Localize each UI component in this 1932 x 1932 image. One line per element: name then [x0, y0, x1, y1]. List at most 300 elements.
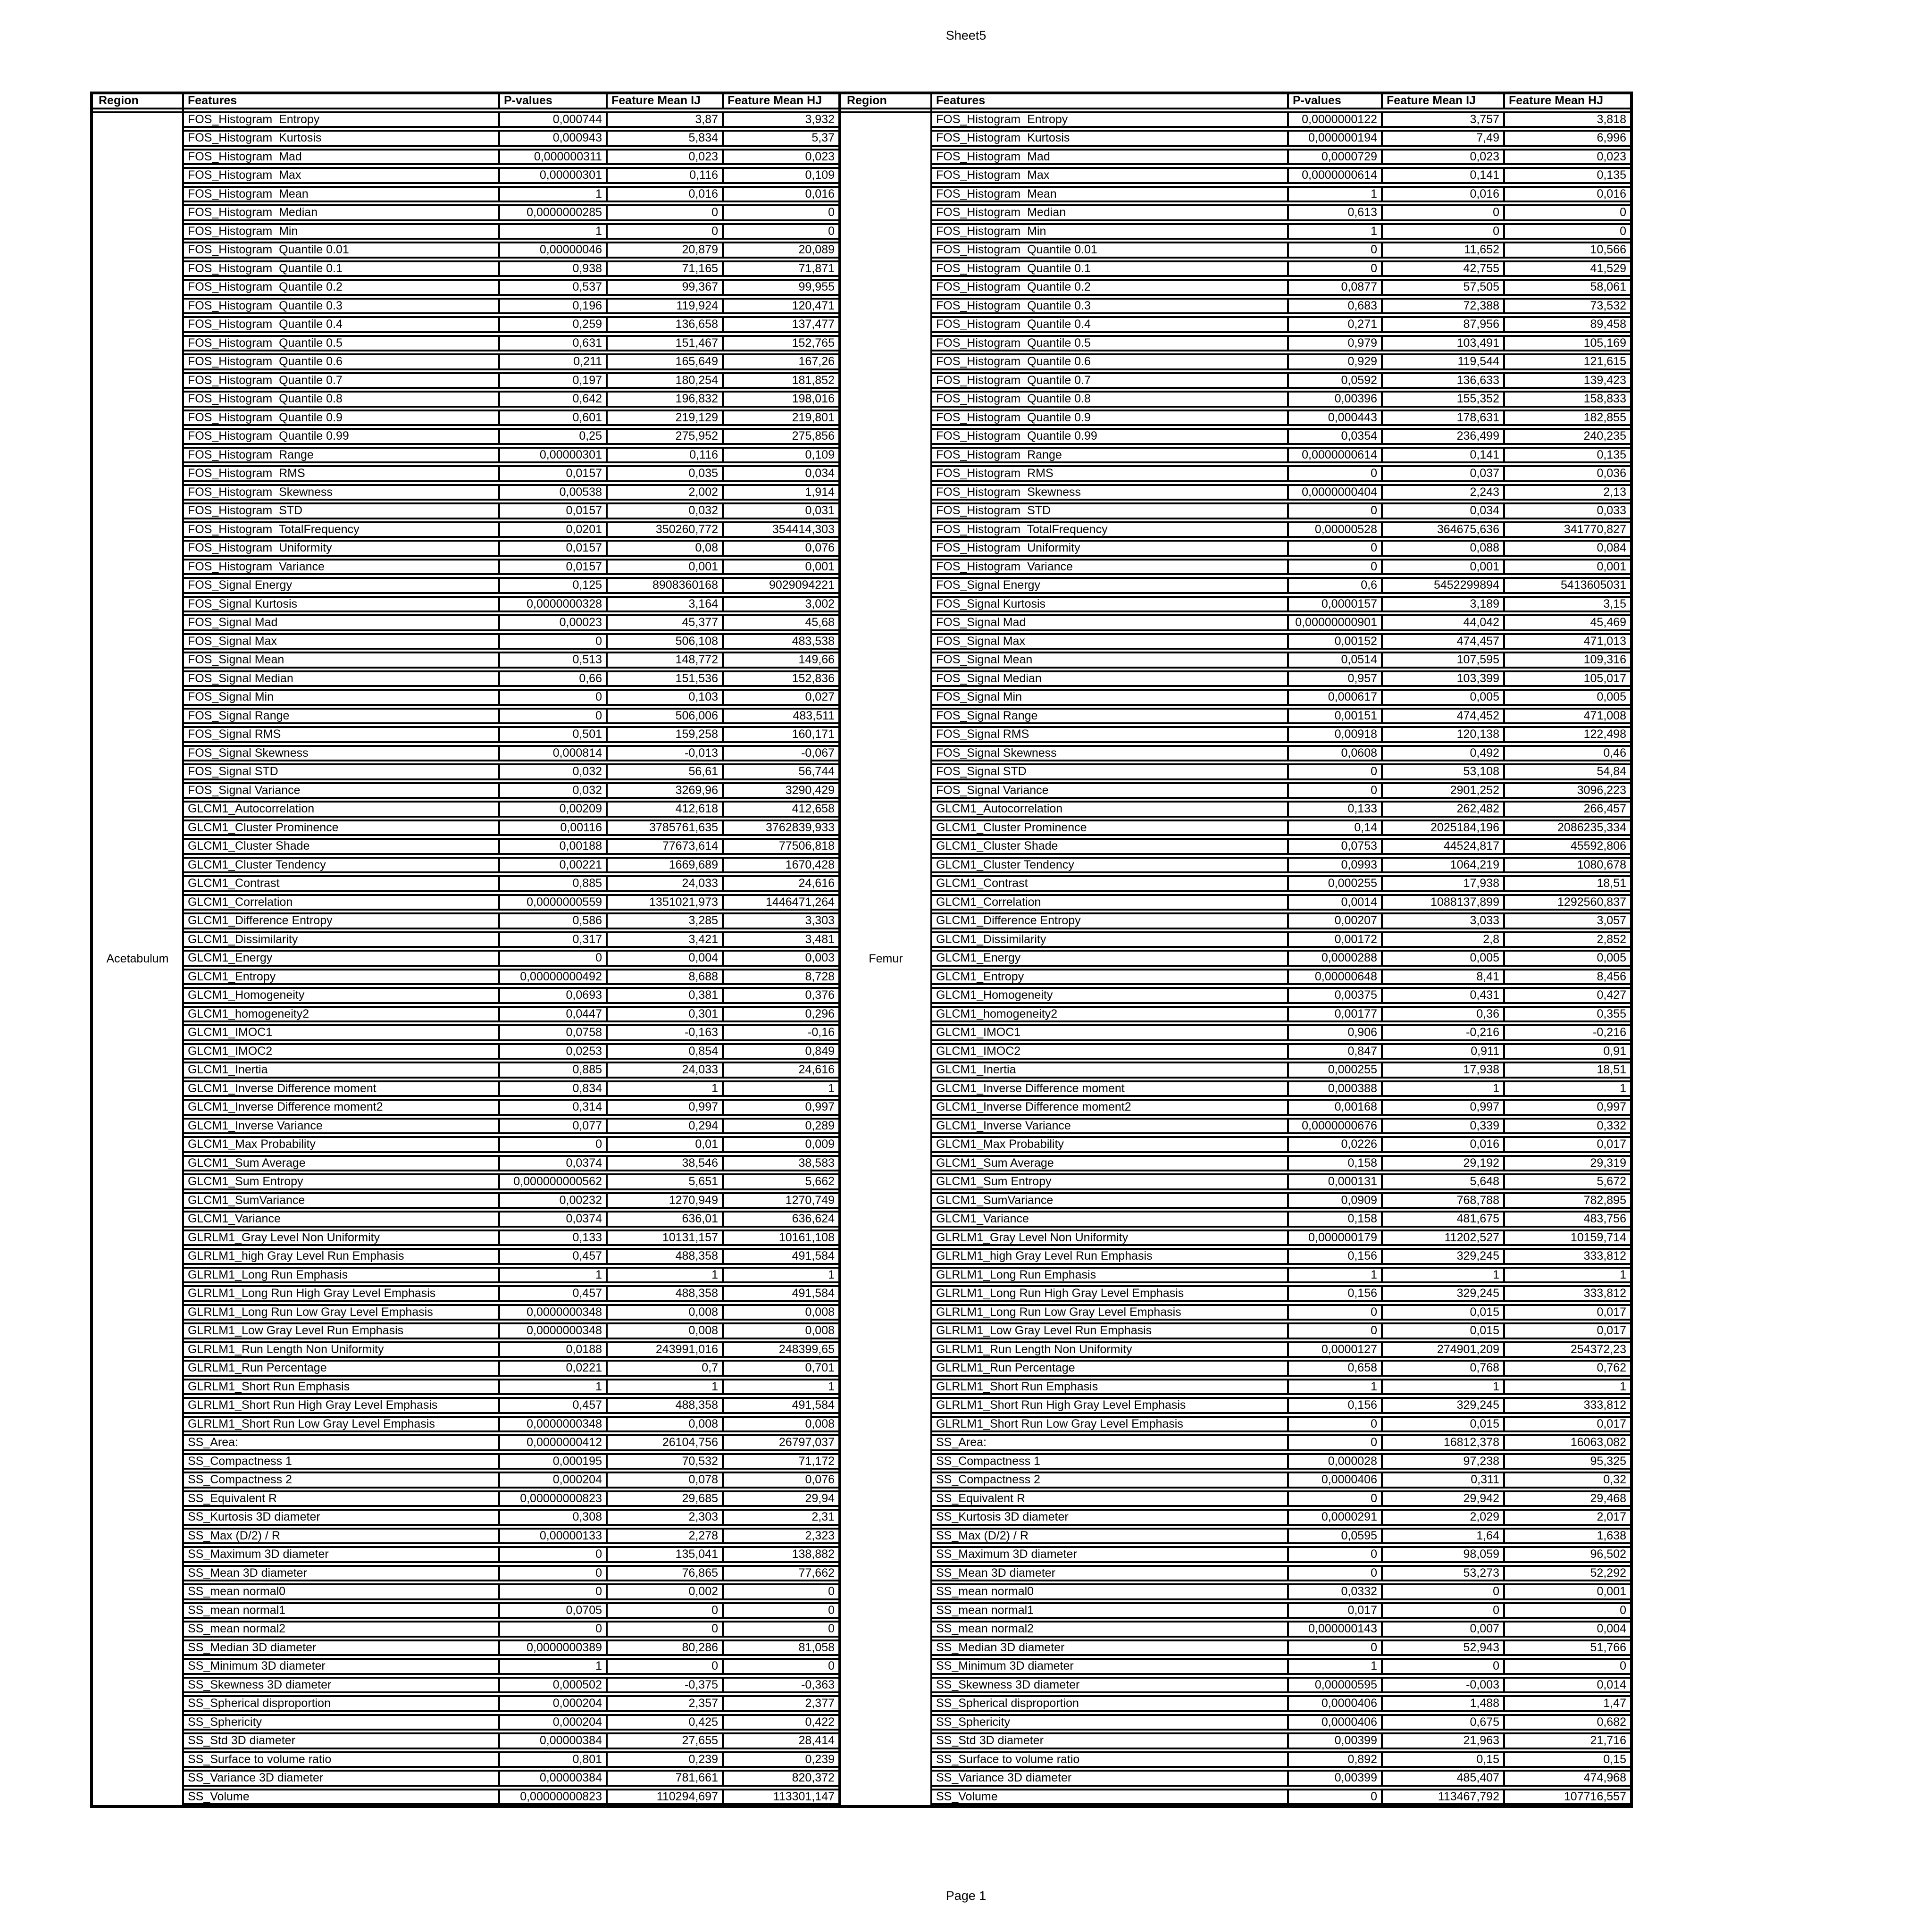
feature-mean-ij-cell: 488,358 — [608, 1287, 724, 1300]
p-value-cell: 0,00000046 — [500, 243, 608, 257]
table-row — [932, 1248, 1630, 1265]
feature-mean-hj-cell: 20,089 — [798, 243, 835, 256]
p-value-cell: 0,271 — [1289, 318, 1383, 331]
feature-mean-ij-cell: 0,339 — [1383, 1120, 1505, 1133]
table-row — [184, 428, 838, 445]
feature-mean-ij-cell: 0,015 — [1383, 1418, 1505, 1431]
feature-mean-ij-cell: 2,278 — [608, 1530, 724, 1543]
feature-mean-hj-cell: 105,017 — [1583, 672, 1626, 685]
table-row — [932, 428, 1630, 445]
p-value-cell: 0,158 — [1289, 1157, 1383, 1170]
feature-mean-hj-cell: 1 — [828, 1082, 835, 1095]
p-value-cell: 0,834 — [500, 1082, 608, 1096]
table-row — [184, 912, 838, 929]
p-value-cell: 0,0201 — [500, 523, 608, 536]
feature-mean-hj-cell: 95,325 — [1590, 1455, 1626, 1468]
feature-mean-ij-cell: 3,189 — [1383, 598, 1505, 611]
feature-mean-ij-cell: 17,938 — [1383, 877, 1505, 890]
p-value-cell: 1 — [500, 225, 608, 238]
table-row — [184, 1528, 838, 1545]
feature-name-cell: FOS_Histogram Quantile 0.9 — [184, 411, 500, 425]
feature-mean-ij-cell: 107,595 — [1383, 653, 1505, 667]
feature-mean-ij-cell: 155,352 — [1383, 393, 1505, 406]
feature-mean-ij-cell: 1 — [1383, 1082, 1505, 1096]
feature-name-cell: FOS_Histogram Mean — [932, 188, 1289, 201]
p-value-cell: 0,00209 — [500, 803, 608, 816]
table-row — [932, 950, 1630, 967]
feature-mean-ij-cell: 77673,614 — [608, 840, 724, 853]
table-row — [932, 1304, 1630, 1321]
table-row — [184, 260, 838, 277]
table-row — [932, 670, 1630, 687]
p-value-cell: 0,00375 — [1289, 989, 1383, 1002]
feature-mean-ij-cell: 151,536 — [608, 672, 724, 686]
feature-mean-ij-cell: 0,116 — [608, 449, 724, 462]
feature-mean-ij-cell: 0,001 — [608, 560, 724, 574]
table-row — [932, 353, 1630, 370]
table-row — [932, 167, 1630, 184]
feature-mean-hj-cell: 254372,23 — [1570, 1343, 1626, 1356]
table-row — [184, 353, 838, 370]
feature-mean-ij-cell: 781,661 — [608, 1772, 724, 1785]
feature-mean-hj-cell: 333,812 — [1583, 1399, 1626, 1412]
p-value-cell: 0,501 — [500, 728, 608, 741]
feature-name-cell: GLCM1_Correlation — [184, 896, 500, 909]
feature-mean-ij-cell: 21,963 — [1383, 1734, 1505, 1748]
feature-name-cell: GLRLM1_Short Run Emphasis — [932, 1380, 1289, 1394]
feature-name-cell: GLRLM1_Low Gray Level Run Emphasis — [184, 1324, 500, 1338]
feature-mean-hj-cell: 1270,749 — [785, 1194, 835, 1207]
feature-name-cell: GLCM1_Max Probability — [932, 1138, 1289, 1151]
feature-mean-hj-cell: 182,855 — [1583, 411, 1626, 424]
p-value-cell: 0,0000000404 — [1289, 486, 1383, 499]
feature-mean-hj-cell: 0,017 — [1597, 1305, 1626, 1319]
feature-mean-hj-cell: 474,968 — [1583, 1772, 1626, 1784]
feature-name-cell: GLCM1_Sum Entropy — [184, 1175, 500, 1188]
p-value-cell: 0 — [1289, 1324, 1383, 1338]
feature-mean-hj-cell: 10159,714 — [1570, 1231, 1626, 1244]
feature-mean-hj-cell: 0 — [1620, 1660, 1626, 1673]
feature-mean-hj-cell: 29,468 — [1590, 1492, 1626, 1505]
feature-name-cell: FOS_Histogram Max — [932, 169, 1289, 182]
p-value-cell: 0,0000729 — [1289, 151, 1383, 164]
feature-mean-ij-cell: 262,482 — [1383, 803, 1505, 816]
p-value-cell: 0,00168 — [1289, 1101, 1383, 1114]
table-row — [932, 1192, 1630, 1209]
p-value-cell: 0,133 — [500, 1231, 608, 1245]
table-row — [932, 1155, 1630, 1172]
table-row — [932, 130, 1630, 147]
table-row — [932, 987, 1630, 1004]
feature-mean-hj-cell: 152,836 — [792, 672, 835, 685]
feature-mean-ij-cell: 3,421 — [608, 933, 724, 946]
feature-name-cell: FOS_Signal RMS — [184, 728, 500, 741]
p-value-cell: 0,000744 — [500, 113, 608, 126]
p-value-cell: 0,0221 — [500, 1362, 608, 1375]
p-value-cell: 0 — [500, 635, 608, 648]
p-value-cell: 0,00399 — [1289, 1734, 1383, 1748]
feature-mean-hj-cell: 0,031 — [805, 504, 835, 517]
feature-mean-hj-cell: 138,882 — [792, 1548, 835, 1561]
table-row — [184, 1751, 838, 1768]
feature-mean-hj-cell: 160,171 — [792, 728, 835, 741]
table-row — [932, 820, 1630, 836]
p-value-cell: 0,00000528 — [1289, 523, 1383, 536]
p-value-cell: 0,00221 — [500, 859, 608, 872]
feature-mean-ij-cell: 5,651 — [608, 1175, 724, 1188]
table-row — [184, 484, 838, 501]
feature-name-cell: FOS_Signal Mad — [184, 616, 500, 629]
table-row — [932, 111, 1630, 128]
feature-mean-ij-column-header: Feature Mean IJ — [1383, 94, 1505, 108]
table-row — [184, 1695, 838, 1712]
feature-mean-ij-cell: 0,911 — [1383, 1045, 1505, 1058]
feature-mean-hj-cell: 107716,557 — [1564, 1790, 1626, 1803]
region-column — [93, 94, 184, 1805]
table-row — [932, 149, 1630, 166]
feature-mean-ij-cell: 364675,636 — [1383, 523, 1505, 536]
feature-mean-ij-cell: 412,618 — [608, 803, 724, 816]
header-row — [184, 94, 838, 109]
p-value-cell: 0,00151 — [1289, 710, 1383, 723]
feature-mean-ij-cell: 0,004 — [608, 952, 724, 965]
feature-mean-hj-cell: 1670,428 — [785, 858, 835, 871]
feature-mean-ij-cell: 98,059 — [1383, 1548, 1505, 1561]
feature-mean-ij-cell: 481,675 — [1383, 1213, 1505, 1226]
p-value-cell: 0,0877 — [1289, 281, 1383, 294]
p-value-cell: 0,0157 — [500, 560, 608, 574]
feature-mean-hj-cell: 77506,818 — [778, 840, 835, 853]
feature-mean-hj-cell: 0,084 — [1597, 542, 1626, 554]
p-value-cell: 0 — [1289, 1436, 1383, 1449]
feature-mean-ij-cell: 1 — [1383, 1269, 1505, 1282]
feature-mean-ij-cell: 274901,209 — [1383, 1343, 1505, 1356]
feature-mean-ij-cell: 110294,697 — [608, 1790, 724, 1804]
table-row — [932, 875, 1630, 892]
feature-mean-ij-cell: 474,457 — [1383, 635, 1505, 648]
p-value-cell: 0,000443 — [1289, 411, 1383, 425]
p-value-cell: 0,00172 — [1289, 933, 1383, 946]
table-row — [184, 391, 838, 408]
feature-mean-ij-cell: 1351021,973 — [608, 896, 724, 909]
feature-mean-hj-cell: 0,296 — [805, 1007, 835, 1020]
table-row — [184, 1080, 838, 1097]
table-row — [932, 857, 1630, 874]
feature-name-cell: FOS_Signal Min — [184, 691, 500, 704]
p-value-cell: 0 — [500, 710, 608, 723]
feature-mean-ij-cell: 488,358 — [608, 1399, 724, 1412]
table-row — [184, 447, 838, 464]
p-value-cell: 0,00116 — [500, 821, 608, 835]
feature-mean-hj-cell: 412,658 — [792, 803, 835, 815]
feature-mean-hj-cell: 1446471,264 — [766, 895, 835, 909]
feature-name-cell: FOS_Histogram Quantile 0.99 — [932, 430, 1289, 443]
feature-name-cell: FOS_Histogram Entropy — [932, 113, 1289, 126]
feature-name-cell: FOS_Histogram Quantile 0.9 — [932, 411, 1289, 425]
feature-mean-hj-cell: 71,172 — [798, 1455, 835, 1468]
feature-mean-ij-cell: 16812,378 — [1383, 1436, 1505, 1449]
p-value-cell: 0,457 — [500, 1287, 608, 1300]
feature-name-cell: FOS_Histogram Mad — [184, 151, 500, 164]
feature-mean-ij-cell: 8908360168 — [608, 579, 724, 592]
feature-mean-ij-cell: 0,016 — [608, 188, 724, 201]
feature-mean-ij-cell: 0,007 — [1383, 1623, 1505, 1636]
feature-mean-hj-cell: 29,94 — [805, 1492, 835, 1505]
p-value-cell: 0,457 — [500, 1250, 608, 1263]
table-row — [184, 186, 838, 203]
feature-mean-hj-cell: 21,716 — [1590, 1734, 1626, 1747]
feature-mean-ij-cell: 0,381 — [608, 989, 724, 1002]
p-value-cell: 0,66 — [500, 672, 608, 686]
feature-mean-hj-cell: 26797,037 — [778, 1436, 835, 1449]
feature-name-cell: SS_Sphericity — [184, 1716, 500, 1729]
p-value-cell: 0,0000000285 — [500, 206, 608, 219]
table-row — [184, 801, 838, 818]
feature-mean-hj-cell: 0 — [828, 225, 835, 238]
feature-mean-ij-cell: 0,854 — [608, 1045, 724, 1058]
p-value-cell: 0,00232 — [500, 1194, 608, 1207]
feature-mean-ij-cell: 0 — [608, 225, 724, 238]
p-value-cell: 0,211 — [500, 355, 608, 368]
feature-mean-ij-cell: 0,002 — [608, 1585, 724, 1598]
feature-mean-ij-cell: 0 — [608, 1660, 724, 1673]
feature-mean-hj-cell: 1 — [828, 1268, 835, 1281]
feature-mean-hj-cell: 0,682 — [1597, 1715, 1626, 1729]
table-row — [932, 763, 1630, 780]
feature-mean-ij-cell: 0,005 — [1383, 691, 1505, 704]
p-value-cell: 0,885 — [500, 877, 608, 890]
feature-mean-ij-cell: 506,108 — [608, 635, 724, 648]
p-value-cell: 0 — [500, 952, 608, 965]
feature-mean-ij-cell: 0,023 — [608, 151, 724, 164]
table-row — [932, 1434, 1630, 1451]
feature-name-cell: GLRLM1_high Gray Level Run Emphasis — [184, 1250, 500, 1263]
feature-name-cell: SS_Skewness 3D diameter — [932, 1679, 1289, 1692]
feature-name-cell: GLCM1_Variance — [932, 1213, 1289, 1226]
table-row — [932, 186, 1630, 203]
p-value-cell: 0,0000000676 — [1289, 1120, 1383, 1133]
feature-mean-hj-cell: -0,067 — [801, 746, 835, 760]
feature-mean-ij-cell: 2,357 — [608, 1697, 724, 1710]
table-row — [932, 745, 1630, 762]
feature-mean-ij-cell: 0,997 — [1383, 1101, 1505, 1114]
feature-name-cell: SS_Volume — [932, 1790, 1289, 1804]
feature-mean-hj-cell: 1080,678 — [1577, 858, 1626, 871]
feature-mean-ij-cell: 0 — [1383, 206, 1505, 219]
p-value-cell: 0,00918 — [1289, 728, 1383, 741]
feature-mean-hj-cell: 5,662 — [805, 1175, 835, 1188]
feature-name-cell: FOS_Histogram Quantile 0.6 — [932, 355, 1289, 368]
p-value-cell: 0,000204 — [500, 1697, 608, 1710]
p-value-cell: 0,979 — [1289, 337, 1383, 350]
p-value-cell: 0,0332 — [1289, 1585, 1383, 1598]
feature-name-cell: SS_Std 3D diameter — [932, 1734, 1289, 1748]
p-value-cell: 0 — [500, 1585, 608, 1598]
feature-name-cell: GLCM1_Contrast — [932, 877, 1289, 890]
p-value-cell: 1 — [500, 1269, 608, 1282]
region-name-cell: Femur — [841, 111, 930, 1806]
p-value-cell: 0,0253 — [500, 1045, 608, 1058]
table-row — [184, 1714, 838, 1731]
feature-mean-hj-cell: 5,672 — [1597, 1175, 1626, 1188]
feature-mean-ij-cell: 3,033 — [1383, 914, 1505, 928]
p-value-cell: 0,317 — [500, 933, 608, 946]
table-row — [184, 745, 838, 762]
p-value-cell: 0,929 — [1289, 355, 1383, 368]
feature-mean-hj-cell: 354414,303 — [772, 523, 835, 536]
table-row — [932, 279, 1630, 296]
feature-name-cell: GLCM1_Inertia — [932, 1063, 1289, 1077]
feature-name-cell: GLCM1_Inverse Variance — [184, 1120, 500, 1133]
feature-mean-ij-cell: 11202,527 — [1383, 1231, 1505, 1245]
table-row — [932, 1006, 1630, 1023]
p-value-cell: 0,892 — [1289, 1753, 1383, 1766]
data-columns — [932, 94, 1630, 1805]
feature-name-cell: SS_Compactness 1 — [932, 1455, 1289, 1468]
feature-name-cell: FOS_Histogram Quantile 0.5 — [932, 337, 1289, 350]
table-row — [932, 1211, 1630, 1228]
p-value-cell: 0 — [1289, 1567, 1383, 1580]
p-value-cell: 0,000255 — [1289, 1063, 1383, 1077]
feature-mean-hj-cell: 0,004 — [1597, 1623, 1626, 1635]
feature-mean-ij-cell: 0 — [608, 1604, 724, 1617]
p-value-cell: 0,0693 — [500, 989, 608, 1002]
feature-mean-ij-cell: 243991,016 — [608, 1343, 724, 1356]
feature-name-cell: FOS_Histogram Min — [932, 225, 1289, 238]
feature-mean-ij-cell: 5,648 — [1383, 1175, 1505, 1188]
feature-name-cell: GLCM1_Cluster Tendency — [932, 859, 1289, 872]
feature-name-cell: GLCM1_Homogeneity — [932, 989, 1289, 1002]
feature-name-cell: FOS_Histogram Median — [184, 206, 500, 219]
p-value-cell: 1 — [1289, 1660, 1383, 1673]
feature-mean-ij-cell: 0 — [1383, 1604, 1505, 1617]
feature-name-cell: FOS_Signal Mean — [932, 653, 1289, 667]
feature-mean-ij-cell: 0,294 — [608, 1120, 724, 1133]
table-row — [184, 950, 838, 967]
feature-mean-hj-cell: 0,008 — [805, 1305, 835, 1319]
p-value-cell: 0,613 — [1289, 206, 1383, 219]
feature-mean-hj-cell: 10161,108 — [778, 1231, 835, 1244]
p-value-cell: 0,308 — [500, 1511, 608, 1524]
feature-name-cell: GLCM1_Difference Entropy — [184, 914, 500, 928]
p-value-cell: 0,00177 — [1289, 1008, 1383, 1021]
table-row — [184, 111, 838, 128]
table-row — [932, 502, 1630, 519]
feature-mean-ij-cell: 0,001 — [1383, 560, 1505, 574]
feature-name-cell: FOS_Signal Median — [932, 672, 1289, 686]
feature-mean-hj-cell: 0 — [1620, 225, 1626, 238]
p-value-cell: 0,0514 — [1289, 653, 1383, 667]
feature-name-cell: SS_Spherical disproportion — [184, 1697, 500, 1710]
table-row — [184, 1770, 838, 1787]
p-value-cell: 0,000943 — [500, 132, 608, 145]
table-row — [184, 410, 838, 427]
feature-name-cell: SS_Kurtosis 3D diameter — [932, 1511, 1289, 1524]
table-row — [932, 1080, 1630, 1097]
feature-mean-hj-cell: 0,109 — [805, 169, 835, 182]
table-row — [184, 1490, 838, 1507]
feature-mean-hj-cell: 0,023 — [1597, 150, 1626, 163]
feature-name-cell: FOS_Signal Max — [184, 635, 500, 648]
table-row — [184, 1789, 838, 1806]
feature-mean-ij-cell: 180,254 — [608, 374, 724, 387]
feature-name-cell: SS_Surface to volume ratio — [184, 1753, 500, 1766]
p-value-cell: 0,631 — [500, 337, 608, 350]
feature-mean-ij-cell: 1088137,899 — [1383, 896, 1505, 909]
table-row — [184, 1173, 838, 1190]
feature-name-cell: SS_mean normal0 — [932, 1585, 1289, 1598]
feature-mean-ij-cell: 0,675 — [1383, 1716, 1505, 1729]
feature-name-cell: GLRLM1_Long Run High Gray Level Emphasis — [932, 1287, 1289, 1300]
feature-name-cell: SS_Skewness 3D diameter — [184, 1679, 500, 1692]
feature-name-cell: FOS_Histogram Quantile 0.4 — [932, 318, 1289, 331]
p-value-cell: 0,0374 — [500, 1213, 608, 1226]
table-row — [932, 1490, 1630, 1507]
feature-mean-hj-cell: 158,833 — [1583, 393, 1626, 405]
table-row — [184, 149, 838, 166]
table-row — [932, 1173, 1630, 1190]
feature-mean-hj-cell: 58,061 — [1590, 281, 1626, 293]
feature-mean-hj-cell: 73,532 — [1590, 299, 1626, 312]
p-value-cell: 0,0000127 — [1289, 1343, 1383, 1356]
feature-name-cell: FOS_Histogram Max — [184, 169, 500, 182]
feature-mean-ij-cell: 0,037 — [1383, 467, 1505, 480]
p-values-column-header: P-values — [1289, 94, 1383, 108]
p-value-cell: 0,032 — [500, 784, 608, 797]
p-value-cell: 0,847 — [1289, 1045, 1383, 1058]
table-row — [184, 1397, 838, 1414]
feature-name-cell: GLCM1_Entropy — [184, 970, 500, 984]
feature-name-cell: FOS_Histogram Uniformity — [932, 542, 1289, 555]
table-row — [184, 782, 838, 799]
feature-mean-ij-cell: 0,016 — [1383, 1138, 1505, 1151]
feature-name-cell: FOS_Signal Mean — [184, 653, 500, 667]
feature-name-cell: SS_Equivalent R — [184, 1492, 500, 1505]
feature-mean-ij-cell: 2025184,196 — [1383, 821, 1505, 835]
feature-mean-hj-cell: 0,036 — [1597, 467, 1626, 480]
feature-name-cell: SS_Mean 3D diameter — [932, 1567, 1289, 1580]
table-row — [184, 521, 838, 538]
feature-mean-hj-cell: 2086235,334 — [1557, 821, 1626, 834]
feature-mean-hj-cell: 471,008 — [1583, 709, 1626, 722]
table-row — [932, 242, 1630, 259]
feature-mean-ij-cell: 0,768 — [1383, 1362, 1505, 1375]
p-value-cell: 0,601 — [500, 411, 608, 425]
p-value-cell: 0,801 — [500, 1753, 608, 1766]
feature-name-cell: GLCM1_IMOC2 — [184, 1045, 500, 1058]
feature-mean-ij-cell: 219,129 — [608, 411, 724, 425]
feature-mean-hj-cell: 471,013 — [1583, 635, 1626, 648]
feature-name-cell: GLCM1_Cluster Tendency — [184, 859, 500, 872]
feature-mean-ij-cell: 38,546 — [608, 1157, 724, 1170]
table-row — [932, 652, 1630, 669]
feature-mean-ij-cell: 0,035 — [608, 467, 724, 480]
feature-mean-hj-cell: 219,801 — [792, 411, 835, 424]
feature-mean-ij-cell: 0 — [1383, 225, 1505, 238]
feature-name-cell: GLCM1_Inverse Variance — [932, 1120, 1289, 1133]
feature-mean-ij-cell: 329,245 — [1383, 1250, 1505, 1263]
feature-name-cell: SS_Compactness 2 — [932, 1473, 1289, 1487]
feature-mean-hj-cell: 341770,827 — [1564, 523, 1626, 536]
feature-name-cell: GLCM1_Inverse Difference moment2 — [184, 1101, 500, 1114]
p-value-cell: 0 — [1289, 765, 1383, 778]
feature-mean-ij-cell: 0,311 — [1383, 1473, 1505, 1487]
feature-mean-hj-cell: 0,033 — [1597, 504, 1626, 517]
p-value-cell: 0,000000179 — [1289, 1231, 1383, 1245]
feature-name-cell: FOS_Histogram Quantile 0.3 — [932, 300, 1289, 313]
table-row — [184, 204, 838, 221]
feature-mean-hj-cell: 0,014 — [1597, 1678, 1626, 1691]
